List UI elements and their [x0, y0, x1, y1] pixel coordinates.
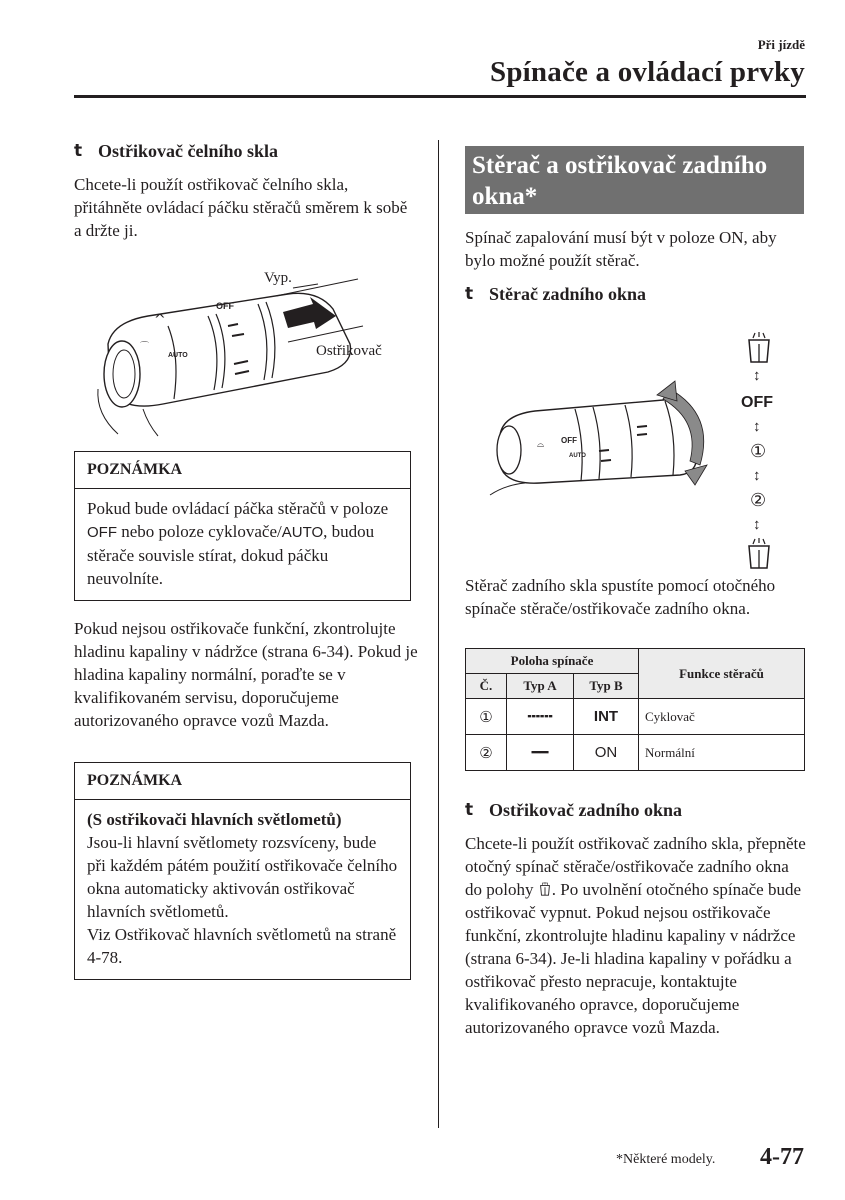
note-box-2 — [74, 762, 411, 980]
rear-washer-icon — [538, 882, 552, 897]
note-body — [75, 800, 410, 979]
note-text: Jsou-li hlavní světlomety rozsvíceny, bude při každém pátém použití ostřikovače čelního okna automaticky aktivován ostřikovač hlavních světlometů. — [87, 833, 398, 921]
column-divider — [438, 140, 439, 1128]
table-header-function: Funkce stěračů — [639, 649, 805, 699]
arrow-icon: ↕ — [753, 418, 761, 435]
section-label: Při jízdě — [757, 37, 805, 52]
rear-washer-icon — [745, 538, 773, 572]
note-heading: POZNÁMKA — [75, 763, 410, 800]
table-header-type-b: Typ B — [574, 674, 639, 699]
svg-text:AUTO: AUTO — [569, 453, 586, 459]
bullet-icon: t — [74, 141, 83, 161]
table-row: ② ━━ ON Normální — [466, 735, 805, 771]
rear-washer-heading: t Ostřikovač zadního okna — [465, 800, 683, 820]
position-1: ① — [750, 441, 767, 461]
table-row: ① ╍╍╍ INT Cyklovač — [466, 699, 805, 735]
washer-heading: t Ostřikovač čelního skla — [74, 141, 279, 161]
rear-wiper-lever-figure — [485, 375, 725, 505]
rear-wiper-section — [465, 283, 810, 306]
rear-wiper-heading: t Stěrač zadního okna — [465, 284, 647, 304]
rear-washer-section — [465, 799, 810, 1039]
note-body: Pokud bude ovládací páčka stěračů v poloze OFF nebo poloze cyklovače/AUTO, budou stěrače souvisle stírat, dokud páčku neuvolníte. — [87, 499, 389, 588]
arrow-icon: ↕ — [753, 467, 761, 484]
svg-text:^: ^ — [154, 312, 166, 328]
rear-washer-icon — [745, 332, 773, 366]
svg-text:OFF: OFF — [216, 301, 234, 311]
table-group-header: Poloha spínače — [466, 649, 639, 674]
header-rule — [74, 95, 806, 98]
note-reference: Viz Ostřikovač hlavních světlometů na straně 4-78. — [87, 925, 397, 967]
position-off: OFF — [741, 394, 773, 411]
rear-wiper-text: Stěrač zadního skla spustíte pomocí otočného spínače stěrače/ostřikovače zadního okna. — [465, 576, 776, 618]
note-subheading: (S ostřikovači hlavních světlometů) — [87, 810, 342, 829]
wiper-position-table — [465, 648, 805, 771]
bullet-icon: t — [465, 800, 474, 820]
arrow-icon: ↕ — [753, 367, 761, 384]
svg-text:⌓: ⌓ — [537, 440, 545, 450]
intro-text: Spínač zapalování musí být v poloze ON, aby bylo možné použít stěrač. — [465, 228, 777, 270]
rear-washer-text: Chcete-li použít ostřikovač zadního skla, přepněte otočný spínač stěrače/ostřikovače zadního okna do polohy . Po uvolnění otočného spínače bude ostřikovač vypnut. Pokud nejsou ostřikovače funkční, zkontrolujte hladinu kapaliny v nádržce (strana 6-34). Je-li hladina kapaliny v pořádku a ostřikovač přesto nepracuje, kontaktujte kvalifikovaného opravce, doporučujeme autorizovaného opravce vozů Mazda. — [465, 834, 806, 1037]
note-heading: POZNÁMKA — [75, 452, 410, 489]
page-number: 4-77 — [760, 1144, 804, 1170]
svg-text:OFF: OFF — [561, 436, 577, 445]
label-washer: Ostřikovač — [316, 343, 382, 359]
arrow-icon: ↕ — [753, 516, 761, 533]
svg-text:⌒: ⌒ — [140, 341, 150, 351]
svg-text:AUTO: AUTO — [168, 352, 188, 359]
washer-fail-text: Pokud nejsou ostřikovače funkční, zkontrolujte hladinu kapaliny v nádržce (strana 6-34). Pokud je hladina kapaliny normální, poraďte se v kvalifikovaném servisu, doporučujeme autorizovaného opravce vozů Mazda. — [74, 619, 418, 730]
washer-text: Chcete-li použít ostřikovač čelního skla, přitáhněte ovládací páčku stěračů směrem k sobě a držte ji. — [74, 175, 408, 240]
table-header-type-a: Typ A — [507, 674, 574, 699]
position-2: ② — [750, 490, 767, 510]
bullet-icon: t — [465, 284, 474, 304]
table-header-number: Č. — [466, 674, 507, 699]
section-heading: Stěrač a ostřikovač zadního okna* — [465, 146, 804, 214]
note-box-1 — [74, 451, 411, 601]
washer-section — [74, 140, 419, 242]
page-title: Spínače a ovládací prvky — [490, 56, 805, 88]
label-off: Vyp. — [264, 270, 292, 286]
footer-note: *Některé modely. — [616, 1152, 716, 1167]
